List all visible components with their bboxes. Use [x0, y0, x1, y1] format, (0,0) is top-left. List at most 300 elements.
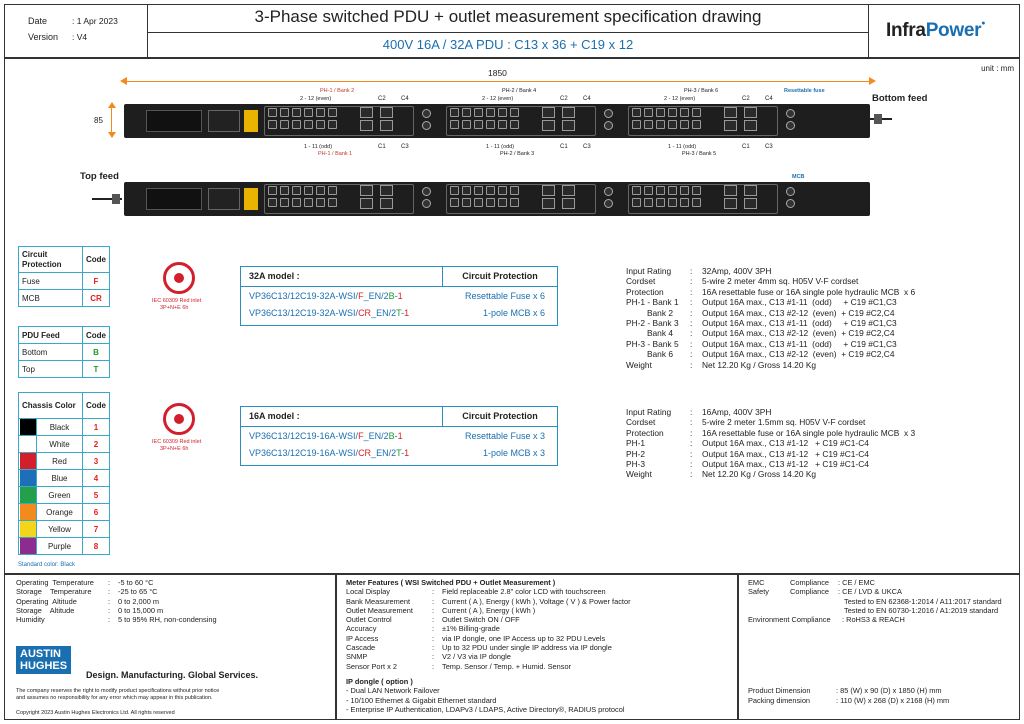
meter-row: [346, 606, 631, 615]
c19-outlet-icon: [744, 107, 757, 118]
bank-range-bottom-1: 1 - 11 (odd): [304, 144, 333, 150]
model-dash: -: [394, 290, 398, 301]
bank-c-top-1b: C4: [401, 96, 409, 102]
meter-key: Outlet Measurement: [346, 605, 413, 615]
spec-row: [626, 339, 915, 349]
meter-key: IP Access: [346, 633, 379, 643]
spec-key: Input Rating: [626, 266, 672, 276]
model-dash: -: [394, 430, 398, 441]
c13-outlet-icon: [316, 186, 325, 195]
spec-key: PH-1 - Bank 1: [626, 297, 679, 308]
bank-c-bottom-3a: C1: [742, 144, 750, 150]
spec-row: [626, 449, 915, 459]
c13-outlet-icon: [680, 120, 689, 129]
feed-row-label: Top: [19, 361, 83, 378]
bank-c-top-2a: C2: [560, 96, 568, 102]
spec-colon: :: [690, 349, 693, 360]
emc-compliance-label: Compliance: [790, 578, 830, 587]
c13-outlet-icon: [292, 120, 301, 129]
spec-row: [626, 276, 915, 286]
meter-colon: :: [432, 605, 435, 615]
bottom-feed-label: Bottom feed: [872, 93, 928, 104]
model-code: [241, 291, 443, 301]
c13-outlet-icon: [632, 120, 641, 129]
spec-key: Bank 4: [626, 328, 674, 339]
meter-row: [346, 615, 631, 624]
env-key: Storage Altitude: [16, 605, 75, 615]
color-code-header: Code: [83, 393, 110, 419]
model-32a-header: 32A model :: [241, 267, 443, 286]
model-prefix: VP36C13/12C19-16A-WSI/: [249, 447, 359, 458]
bank-label-bottom-1: PH-1 / Bank 1: [318, 151, 353, 157]
controller-panel: [146, 110, 202, 132]
c13-outlet-icon: [668, 198, 677, 207]
model-mid: _EN/2: [363, 430, 389, 441]
width-label: 1850: [488, 68, 507, 78]
meter-key: Sensor Port x 2: [346, 661, 397, 671]
color-code: 4: [83, 470, 110, 487]
c13-outlet-icon: [510, 186, 519, 195]
product-dimension-value: : 85 (W) x 90 (D) x 1850 (H) mm: [836, 686, 942, 696]
c13-outlet-icon: [498, 198, 507, 207]
c13-outlet-icon: [292, 186, 301, 195]
meter-features: [346, 578, 631, 714]
bank-range-top-1: 2 - 12 (even): [300, 96, 332, 102]
meter-colon: :: [432, 661, 435, 671]
c13-outlet-icon: [632, 108, 641, 117]
meter-row: [346, 662, 631, 671]
spec-row: [626, 469, 915, 479]
feed-row-label: Bottom: [19, 344, 83, 361]
c13-outlet-icon: [668, 186, 677, 195]
spec-value: Output 16A max., C13 #1-12 + C19 #C1-C4: [702, 448, 869, 459]
env-colon: :: [108, 596, 111, 606]
spec-key: PH-2 - Bank 3: [626, 318, 679, 329]
tested-standard-2: Tested to EN 60730-1:2016 / A1:2019 standard: [844, 605, 999, 615]
c13-outlet-icon: [692, 186, 701, 195]
color-code: 6: [83, 504, 110, 521]
spec-value: 16A resettable fuse or 16A single pole hydraulic MCB x 3: [702, 427, 916, 438]
width-dimension-line: [124, 81, 872, 82]
meter-row: [346, 643, 631, 652]
color-code: 8: [83, 538, 110, 555]
model-color-code: 1: [404, 447, 410, 458]
packing-dimension-value: : 110 (W) x 268 (D) x 2168 (H) mm: [836, 695, 950, 705]
width-arrow-right-icon: [869, 77, 876, 85]
spec-value: Output 16A max., C13 #1-11 (odd) + C19 #C1,C3: [702, 297, 897, 308]
c19-outlet-icon: [724, 185, 737, 196]
meter-key: Accuracy: [346, 624, 377, 634]
c19-outlet-icon: [542, 107, 555, 118]
spec-colon: :: [690, 276, 693, 287]
spec-colon: :: [690, 417, 693, 428]
breaker-icon: [422, 199, 431, 208]
spec-key: Weight: [626, 359, 652, 370]
fuse-strip-top: [244, 188, 258, 210]
c13-outlet-icon: [328, 120, 337, 129]
c13-outlet-icon: [304, 108, 313, 117]
c13-outlet-icon: [510, 198, 519, 207]
c19-outlet-icon: [380, 198, 393, 209]
safety-compliance-label: Compliance: [790, 587, 830, 597]
spec-row: [626, 417, 915, 427]
model-feed-code: B: [388, 290, 395, 301]
breaker-icon: [422, 187, 431, 196]
feed-row-code: T: [83, 361, 110, 378]
spec-row: [626, 297, 915, 307]
spec-row: [626, 328, 915, 338]
model-16a-row: [241, 444, 557, 461]
model-32a-box: [240, 266, 558, 326]
env-row: [16, 587, 217, 596]
color-code: 7: [83, 521, 110, 538]
meter-rows: [346, 587, 631, 671]
spec-row: [626, 438, 915, 448]
model-color-code: 1: [397, 290, 403, 301]
registered-icon: ●: [981, 20, 986, 27]
spec-key: Cordset: [626, 276, 656, 287]
spec-colon: :: [690, 359, 693, 370]
c13-outlet-icon: [486, 108, 495, 117]
c13-outlet-icon: [280, 186, 289, 195]
feed-table-header: PDU Feed: [19, 327, 83, 344]
color-name: Blue: [37, 470, 83, 487]
c19-outlet-icon: [360, 107, 373, 118]
model-prefix: VP36C13/12C19-16A-WSI/: [249, 430, 359, 441]
model-protection-code: F: [358, 430, 364, 441]
color-swatch: [19, 470, 37, 487]
bank-range-bottom-2: 1 - 11 (odd): [486, 144, 515, 150]
c13-outlet-icon: [656, 108, 665, 117]
spec-value: Output 16A max., C13 #1-12 + C19 #C1-C4: [702, 459, 869, 470]
c13-outlet-icon: [462, 198, 471, 207]
env-row: [16, 597, 217, 606]
c13-outlet-icon: [304, 186, 313, 195]
spec-key: Weight: [626, 469, 652, 480]
breaker-icon: [786, 187, 795, 196]
spec-row: [626, 407, 915, 417]
meter-key: Outlet Control: [346, 615, 392, 625]
meter-row: [346, 624, 631, 633]
pdu-feed-table: [18, 326, 110, 378]
env-row: [16, 578, 217, 587]
spec-value: 32Amp, 400V 3PH: [702, 266, 772, 276]
standard-color-note: Standard color: Black: [18, 562, 76, 568]
meter-row: [346, 597, 631, 606]
c13-outlet-icon: [316, 108, 325, 117]
env-key: Operating Altitude: [16, 596, 77, 606]
env-row: [16, 606, 217, 615]
meter-value: Outlet Switch ON / OFF: [442, 615, 520, 625]
inlet-pins-32a-icon: [174, 273, 184, 283]
bank-label-top-3: PH-3 / Bank 6: [684, 88, 719, 94]
c13-outlet-icon: [280, 198, 289, 207]
model-dash: -: [401, 447, 405, 458]
c19-outlet-icon: [562, 198, 575, 209]
meter-colon: :: [432, 652, 435, 662]
model-16a-box: [240, 406, 558, 466]
c13-outlet-icon: [498, 120, 507, 129]
spec-colon: :: [690, 338, 693, 349]
c19-outlet-icon: [744, 185, 757, 196]
c19-outlet-icon: [360, 185, 373, 196]
bank-label-bottom-2: PH-2 / Bank 3: [500, 151, 535, 157]
model-protection-code: CR: [358, 307, 372, 318]
height-arrow-up-icon: [108, 102, 116, 108]
c13-outlet-icon: [474, 186, 483, 195]
lcd-display: [208, 110, 240, 132]
env-colon: :: [108, 578, 111, 587]
c13-outlet-icon: [486, 198, 495, 207]
c13-outlet-icon: [668, 108, 677, 117]
bank-range-top-3: 2 - 12 (even): [664, 96, 696, 102]
c13-outlet-icon: [656, 186, 665, 195]
chassis-color-table: [18, 392, 110, 555]
bank-c-top-1a: C2: [378, 96, 386, 102]
c13-outlet-icon: [632, 186, 641, 195]
header-title-divider: [148, 32, 868, 33]
logo-hughes: HUGHES: [20, 660, 68, 672]
env-colon: :: [108, 605, 111, 615]
color-swatch: [19, 419, 37, 436]
c13-outlet-icon: [450, 198, 459, 207]
spec-value: Net 12.20 Kg / Gross 14.20 Kg: [702, 359, 817, 370]
meter-row: [346, 634, 631, 643]
c13-outlet-icon: [692, 198, 701, 207]
meter-value: Current ( A ), Energy ( kWh ): [442, 605, 536, 615]
color-name: Red: [37, 453, 83, 470]
feed-code-header: Code: [83, 327, 110, 344]
version-value: : V4: [72, 32, 88, 42]
c13-outlet-icon: [316, 120, 325, 129]
spec-key: Input Rating: [626, 407, 672, 417]
breaker-icon: [786, 121, 795, 130]
mcb-label: MCB: [792, 174, 805, 180]
spec-colon: :: [690, 407, 693, 417]
color-swatch: [19, 538, 37, 555]
spec-colon: :: [690, 469, 693, 480]
height-label: 85: [94, 116, 103, 125]
env-value: 5 to 95% RH, non-condensing: [118, 615, 217, 625]
c13-outlet-icon: [474, 108, 483, 117]
c13-outlet-icon: [328, 108, 337, 117]
spec-value: Output 16A max., C13 #1-11 (odd) + C19 #C1,C3: [702, 338, 897, 349]
color-swatch: [19, 521, 37, 538]
spec-key: PH-1: [626, 438, 646, 449]
model-protection: 1-pole MCB x 3: [482, 447, 545, 458]
spec-value: 5-wire 2 meter 1.5mm sq. H05V V-F cordset: [702, 417, 866, 428]
c13-outlet-icon: [510, 120, 519, 129]
meter-value: V2 / V3 via IP dongle: [442, 652, 511, 662]
breaker-icon: [422, 121, 431, 130]
env-value: -5 to 60 °C: [118, 578, 154, 587]
bank-c-top-3b: C4: [765, 96, 773, 102]
model-16a-row: [241, 427, 557, 444]
color-name: Black: [37, 419, 83, 436]
spec-colon: :: [690, 286, 693, 297]
safety-label: Safety: [748, 587, 769, 597]
c13-outlet-icon: [680, 108, 689, 117]
bank-c-bottom-3b: C3: [765, 144, 773, 150]
color-code: 5: [83, 487, 110, 504]
env-compliance-value: : RoHS3 & REACH: [842, 615, 905, 625]
model-prefix: VP36C13/12C19-32A-WSI/: [249, 290, 359, 301]
height-dimension-line: [111, 106, 112, 134]
model-color-code: 1: [397, 430, 403, 441]
cord-gland-icon: [874, 114, 882, 124]
model-mid: _EN/2: [363, 290, 389, 301]
c19-outlet-icon: [724, 198, 737, 209]
color-name: Purple: [37, 538, 83, 555]
c13-outlet-icon: [656, 120, 665, 129]
c13-outlet-icon: [450, 186, 459, 195]
circuit-code-header: Code: [83, 247, 110, 273]
logo-austin: AUSTIN: [20, 648, 61, 660]
cord-gland-left-icon: [112, 194, 120, 204]
spec-colon: :: [690, 307, 693, 318]
color-swatch: [19, 504, 37, 521]
resettable-fuse-label: Resettable fuse: [784, 88, 825, 94]
meter-key: Local Display: [346, 587, 390, 597]
spec-key: Bank 2: [626, 307, 674, 318]
c13-outlet-icon: [632, 198, 641, 207]
spec-value: Output 16A max., C13 #1-12 + C19 #C1-C4: [702, 438, 869, 449]
spec-value: Output 16A max., C13 #2-12 (even) + C19 #C2,C4: [702, 307, 895, 318]
c13-outlet-icon: [692, 108, 701, 117]
spec-colon: :: [690, 266, 693, 276]
spec-value: Net 12.20 Kg / Gross 14.20 Kg: [702, 469, 817, 480]
color-code: 2: [83, 436, 110, 453]
inlet-32a-sub: 3P+N+E 6h: [160, 305, 189, 311]
c19-outlet-icon: [542, 120, 555, 131]
color-swatch: [19, 436, 37, 453]
meter-value: Field replaceable 2.8" color LCD with touchscreen: [442, 587, 606, 597]
env-compliance-label: Environment Compliance: [748, 615, 831, 625]
c13-outlet-icon: [644, 186, 653, 195]
c19-outlet-icon: [562, 120, 575, 131]
model-prefix: VP36C13/12C19-32A-WSI/: [249, 307, 359, 318]
c19-outlet-icon: [542, 198, 555, 209]
c19-outlet-icon: [360, 198, 373, 209]
c13-outlet-icon: [328, 186, 337, 195]
c13-outlet-icon: [656, 198, 665, 207]
meter-colon: :: [432, 596, 435, 606]
dongle-title: IP dongle ( option ): [346, 676, 413, 686]
page-title: 3-Phase switched PDU + outlet measurement specification drawing: [254, 7, 762, 26]
c13-outlet-icon: [292, 198, 301, 207]
c13-outlet-icon: [644, 120, 653, 129]
breaker-icon: [604, 121, 613, 130]
c19-outlet-icon: [724, 120, 737, 131]
spec-value: 16Amp, 400V 3PH: [702, 407, 772, 417]
disclaimer-2: and assumes no responsibility for any error which may appear in this publication.: [16, 695, 213, 701]
spec-row: [626, 318, 915, 328]
feed-row-code: B: [83, 344, 110, 361]
spec-colon: :: [690, 328, 693, 339]
inlet-16a-sub: 3P+N+E 6h: [160, 446, 189, 452]
c13-outlet-icon: [486, 120, 495, 129]
c13-outlet-icon: [450, 120, 459, 129]
top-feed-label: Top feed: [80, 171, 119, 182]
height-arrow-down-icon: [108, 132, 116, 138]
c19-outlet-icon: [380, 120, 393, 131]
spec-key: Protection: [626, 286, 664, 297]
breaker-icon: [604, 187, 613, 196]
model-code: [241, 431, 443, 441]
environment-specs: [16, 578, 217, 624]
spec-row: [626, 287, 915, 297]
copyright: Copyright 2023 Austin Hughes Electronics Ltd. All rights reserved: [16, 710, 175, 716]
meter-colon: :: [432, 587, 435, 597]
c19-outlet-icon: [380, 185, 393, 196]
model-feed-code: T: [396, 307, 402, 318]
meter-value: Up to 32 PDU under single IP address via IP dongle: [442, 643, 612, 653]
c19-outlet-icon: [562, 185, 575, 196]
c19-outlet-icon: [380, 107, 393, 118]
bank-c-bottom-1a: C1: [378, 144, 386, 150]
spec-value: Output 16A max., C13 #2-12 (even) + C19 #C2,C4: [702, 328, 895, 339]
env-row: [16, 615, 217, 624]
page-subtitle: 400V 16A / 32A PDU : C13 x 36 + C19 x 12: [382, 37, 634, 52]
circuit-row-label: MCB: [19, 290, 83, 307]
color-name: White: [37, 436, 83, 453]
c13-outlet-icon: [268, 108, 277, 117]
c13-outlet-icon: [474, 120, 483, 129]
spec-key: Cordset: [626, 417, 656, 428]
model-16a-header: 16A model :: [241, 407, 443, 426]
c13-outlet-icon: [486, 186, 495, 195]
c13-outlet-icon: [280, 108, 289, 117]
spec-colon: :: [690, 448, 693, 459]
emc-value: : CE / EMC: [838, 578, 875, 587]
dongle-item: - Enterprise IP Authentication, LDAPv3 / LDAPS, Active Directory®, RADIUS protocol: [346, 704, 625, 714]
c13-outlet-icon: [668, 120, 677, 129]
color-code: 3: [83, 453, 110, 470]
c13-outlet-icon: [462, 108, 471, 117]
c19-outlet-icon: [724, 107, 737, 118]
model-code: [241, 448, 443, 458]
spec-colon: :: [690, 297, 693, 308]
breaker-icon: [786, 199, 795, 208]
lcd-display-top: [208, 188, 240, 210]
c13-outlet-icon: [692, 120, 701, 129]
spec-value: 16A resettable fuse or 16A single pole hydraulic MCB x 6: [702, 286, 916, 297]
color-swatch: [19, 487, 37, 504]
circuit-row-label: Fuse: [19, 273, 83, 290]
logo-infra: Infra: [886, 20, 926, 41]
packing-dimension-label: Packing dimension: [748, 695, 811, 705]
color-swatch: [19, 453, 37, 470]
model-feed-code: B: [388, 430, 395, 441]
env-colon: :: [108, 587, 111, 597]
c13-outlet-icon: [268, 120, 277, 129]
bank-c-bottom-2b: C3: [583, 144, 591, 150]
model-code: [241, 308, 443, 318]
bank-c-bottom-2a: C1: [560, 144, 568, 150]
env-key: Humidity: [16, 615, 45, 625]
color-name: Orange: [37, 504, 83, 521]
c19-outlet-icon: [360, 120, 373, 131]
c13-outlet-icon: [510, 108, 519, 117]
c13-outlet-icon: [644, 108, 653, 117]
spec-colon: :: [690, 427, 693, 438]
c13-outlet-icon: [268, 186, 277, 195]
bank-range-bottom-3: 1 - 11 (odd): [668, 144, 697, 150]
bank-label-top-2: PH-2 / Bank 4: [502, 88, 537, 94]
spec-row: [626, 428, 915, 438]
width-arrow-left-icon: [120, 77, 127, 85]
c13-outlet-icon: [292, 108, 301, 117]
